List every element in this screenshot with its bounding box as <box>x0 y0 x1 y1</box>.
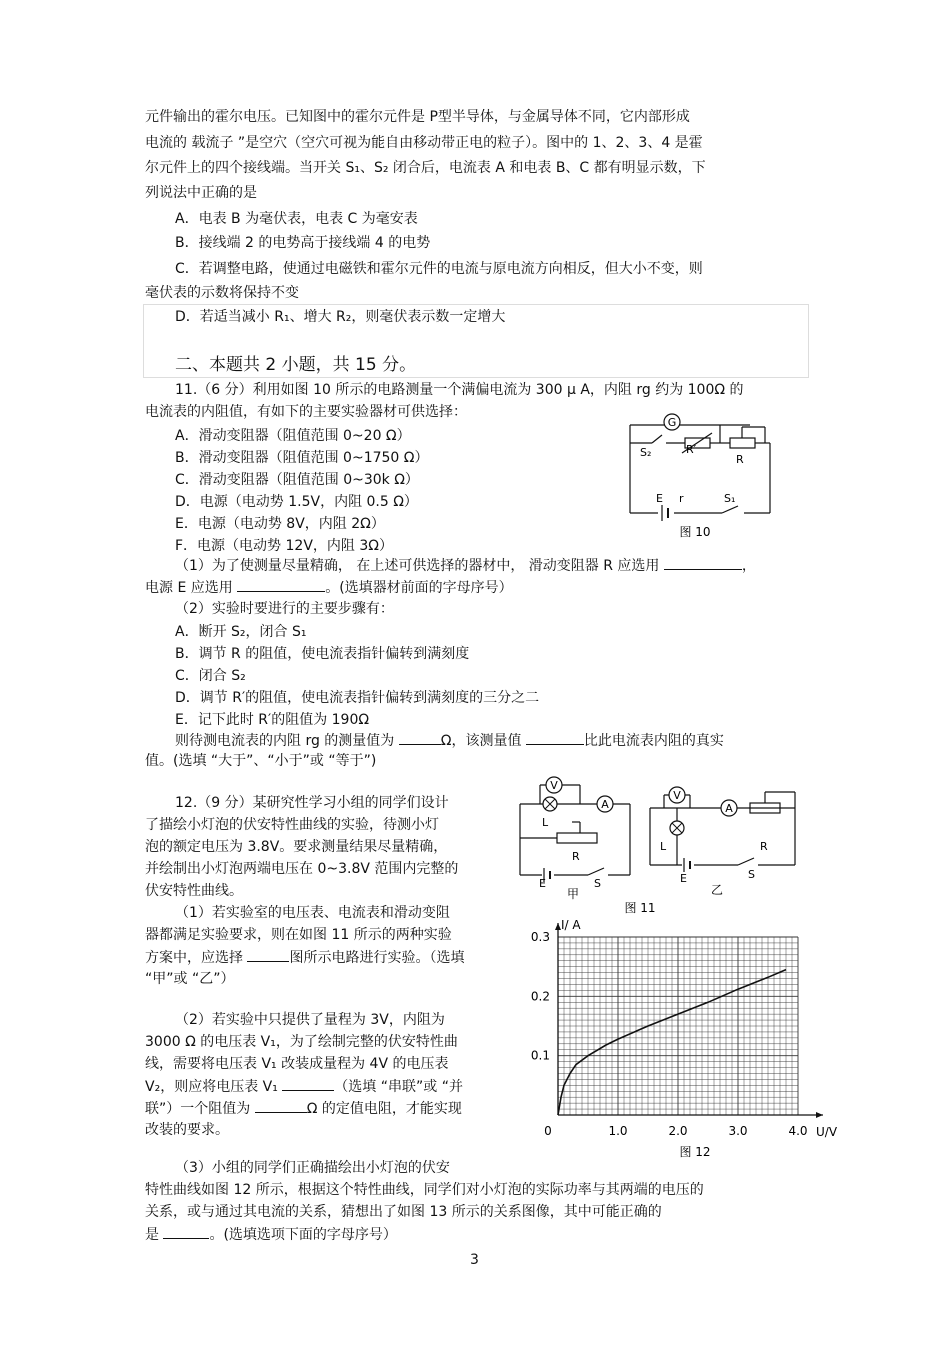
fig11-label-a: A <box>601 798 609 811</box>
q11-option: A．滑动变阻器（阻值范围 0~20 Ω） <box>175 428 411 444</box>
q12-p1-text: 方案中，应选择 <box>145 950 243 966</box>
fig11-label-l: L <box>660 840 667 853</box>
q12-p1-line: 器都满足实验要求，则在如图 11 所示的两种实验 <box>145 927 452 943</box>
q12-p2-text: V₂，则应将电压表 V₁ <box>145 1079 278 1095</box>
answer-blank-connection[interactable] <box>282 1076 334 1091</box>
q11-part2: （2）实验时要进行的主要步骤有： <box>175 601 394 617</box>
q12-p3-line: 特性曲线如图 12 所示，根据这个特性曲线，同学们对小灯泡的实际功率与其两端的电压的 <box>145 1182 704 1198</box>
q11-step: D．调节 R′的阻值，使电流表指针偏转到满刻度的三分之二 <box>175 690 540 706</box>
q12-p1-line: （1）若实验室的电压表、电流表和滑动变阻 <box>175 905 450 921</box>
answer-blank-circuit[interactable] <box>247 947 289 962</box>
chart-axes <box>555 923 823 1118</box>
q12-p2-line-6: 改装的要求。 <box>145 1122 229 1138</box>
fig10-label-s2: S₂ <box>640 446 652 459</box>
q12-p2-text-2: （选填 “串联”或 “并 <box>334 1079 463 1095</box>
section-heading: 二、本题共 2 小题，共 15 分。 <box>175 355 417 375</box>
y-axis-label: I/ A <box>561 918 581 932</box>
q11-step: B．调节 R 的阻值，使电流表指针偏转到满刻度 <box>175 646 470 662</box>
fig10-label-rprime: R′ <box>686 443 697 456</box>
q12-p2-line-4 <box>145 1076 463 1097</box>
fig11-label-e: E <box>539 877 546 890</box>
q11-step: A．断开 S₂，闭合 S₁ <box>175 624 307 640</box>
q11-option: C．滑动变阻器（阻值范围 0~30k Ω） <box>175 472 419 488</box>
q11-part3-text: 则待测电流表的内阻 rg 的测量值为 <box>175 733 395 749</box>
q11-part1: （1）为了使测量尽量精确， 在上述可供选择的器材中， 滑动变阻器 R 应选用 ， <box>175 555 756 576</box>
q12-p1-line-4: “甲”或 “乙”） <box>145 971 235 987</box>
q10-option-c-cont: 毫伏表的示数将保持不变 <box>145 285 299 301</box>
page-number: 3 <box>470 1252 479 1268</box>
q12-line: 伏安特性曲线。 <box>145 883 243 899</box>
x-axis-label: U/V <box>816 1125 838 1139</box>
q11-part1-text-3: 。(选填器材前面的字母序号） <box>325 580 513 596</box>
figure-10-caption: 图 10 <box>679 525 711 539</box>
q12-p2-line-5 <box>145 1098 462 1119</box>
q12-p3-text: 是 <box>145 1227 159 1243</box>
q10-option-b: B．接线端 2 的电势高于接线端 4 的电势 <box>175 235 431 251</box>
chart-grid <box>558 937 798 1115</box>
answer-blank-rg[interactable] <box>399 730 441 745</box>
q12-line: 了描绘小灯泡的伏安特性曲线的实验，待测小灯 <box>145 817 439 833</box>
q12-p3-line: 关系，或与通过其电流的关系，猜想出了如图 13 所示的关系图像，其中可能正确的 <box>145 1204 662 1220</box>
q11-line-1: 11.（6 分）利用如图 10 所示的电路测量一个满偏电流为 300 μ A，内阻 rg 约为 100Ω 的 <box>175 382 744 398</box>
x-tick-label: 4.0 <box>788 1124 808 1138</box>
intro-line-4: 列说法中正确的是 <box>145 185 257 201</box>
q10-option-d: D．若适当减小 R₁、增大 R₂，则毫伏表示数一定增大 <box>175 309 506 325</box>
q10-option-c: C．若调整电路，使通过电磁铁和霍尔元件的电流与原电流方向相反，但大小不变，则 <box>175 261 703 277</box>
fig11-label-l: L <box>542 816 549 829</box>
x-tick-label: 1.0 <box>608 1124 628 1138</box>
q12-p1-text-2: 图所示电路进行实验。（选填 <box>289 950 465 966</box>
x-tick-label: 3.0 <box>728 1124 748 1138</box>
fig11-label-a: A <box>725 802 733 815</box>
q11-line-2: 电流表的内阻值，有如下的主要实验器材可供选择： <box>145 404 467 420</box>
x-tick-label: 0 <box>544 1124 552 1138</box>
intro-line-1: 元件输出的霍尔电压。已知图中的霍尔元件是 P型半导体，与金属导体不同，它内部形成 <box>145 109 690 125</box>
q11-option: D．电源（电动势 1.5V，内阻 0.5 Ω） <box>175 494 418 510</box>
q11-part3-text-3: 比此电流表内阻的真实 <box>583 733 724 749</box>
answer-blank-r[interactable] <box>664 555 742 570</box>
answer-blank-e[interactable] <box>237 577 325 592</box>
fig10-label-e: E <box>656 492 663 505</box>
q11-part3 <box>175 730 724 751</box>
q12-p3-line: （3）小组的同学们正确描绘出小灯泡的伏安 <box>175 1160 450 1176</box>
q12-line: 并绘制出小灯泡两端电压在 0~3.8V 范围内完整的 <box>145 861 459 877</box>
q11-part1-cont <box>145 577 513 598</box>
fig10-label-r-internal: r <box>679 492 684 505</box>
q11-option: B．滑动变阻器（阻值范围 0~1750 Ω） <box>175 450 429 466</box>
q11-part1-text-2: 电源 E 应选用 <box>145 580 233 596</box>
fig10-label-s1: S₁ <box>724 492 736 505</box>
fig11-label-yi: 乙 <box>711 883 724 897</box>
figure-11-caption: 图 11 <box>624 901 656 915</box>
fig10-label-r: R <box>736 453 744 466</box>
figure-12-chart <box>525 915 845 1160</box>
q10-option-a: A．电表 B 为毫伏表，电表 C 为毫安表 <box>175 211 418 227</box>
q12-p1-line-3 <box>145 947 464 968</box>
fig11-label-v: V <box>550 779 558 792</box>
figure-12-caption: 图 12 <box>679 1145 711 1159</box>
q12-p3-text-2: 。(选填选项下面的字母序号） <box>209 1227 397 1243</box>
x-tick-label: 2.0 <box>668 1124 688 1138</box>
q12-line: 12.（9 分）某研究性学习小组的同学们设计 <box>175 795 449 811</box>
q12-p2-line: 线，需要将电压表 V₁ 改装成量程为 4V 的电压表 <box>145 1056 449 1072</box>
q11-step: C．闭合 S₂ <box>175 668 246 684</box>
y-tick-label: 0.1 <box>530 1048 550 1063</box>
fig11-label-jia: 甲 <box>567 887 580 901</box>
fig11-label-e: E <box>680 872 687 885</box>
figure-11-circuits <box>512 770 807 920</box>
fig10-label-g: G <box>667 416 677 429</box>
q11-part3-cont: 值。(选填 “大于”、“小于”或 “等于”) <box>145 753 377 769</box>
q12-p2-line: （2）若实验中只提供了量程为 3V，内阻为 <box>175 1012 445 1028</box>
fig11-label-s: S <box>594 877 601 890</box>
q11-part1-text: （1）为了使测量尽量精确， 在上述可供选择的器材中， 滑动变阻器 R 应选用 <box>175 558 660 574</box>
intro-line-3: 尔元件上的四个接线端。当开关 S₁、S₂ 闭合后，电流表 A 和电表 B、C 都有明显示数，下 <box>145 160 706 176</box>
q11-option: E．电源（电动势 8V，内阻 2Ω） <box>175 516 385 532</box>
fig11-label-r: R <box>760 840 768 853</box>
figure-10-circuit <box>610 405 790 545</box>
answer-blank-compare[interactable] <box>526 730 584 745</box>
fig11-label-v: V <box>673 789 681 802</box>
q11-step: E．记下此时 R′的阻值为 190Ω <box>175 712 370 728</box>
q12-p2-text-4: Ω 的定值电阻，才能实现 <box>306 1101 462 1117</box>
q12-p2-text-3: 联”）一个阻值为 <box>145 1101 251 1117</box>
x-axis-arrow <box>816 1112 823 1118</box>
answer-blank-graph[interactable] <box>163 1224 209 1239</box>
q11-part3-text-2: Ω，该测量值 <box>440 733 522 749</box>
fig11-label-r: R <box>572 850 580 863</box>
q12-line: 泡的额定电压为 3.8V。要求测量结果尽量精确， <box>145 839 448 855</box>
fig11-label-s: S <box>748 868 755 881</box>
q12-p3-line-4 <box>145 1224 397 1245</box>
answer-blank-resistance[interactable] <box>255 1098 307 1113</box>
y-tick-label: 0.3 <box>530 930 550 944</box>
y-tick-label: 0.2 <box>530 989 550 1004</box>
q12-p2-line: 3000 Ω 的电压表 V₁，为了绘制完整的伏安特性曲 <box>145 1034 458 1050</box>
intro-line-2: 电流的 载流子 ”是空穴（空穴可视为能自由移动带正电的粒子）。图中的 1、2、3、4 是霍 <box>145 135 703 151</box>
q11-option: F．电源（电动势 12V，内阻 3Ω） <box>175 538 393 554</box>
